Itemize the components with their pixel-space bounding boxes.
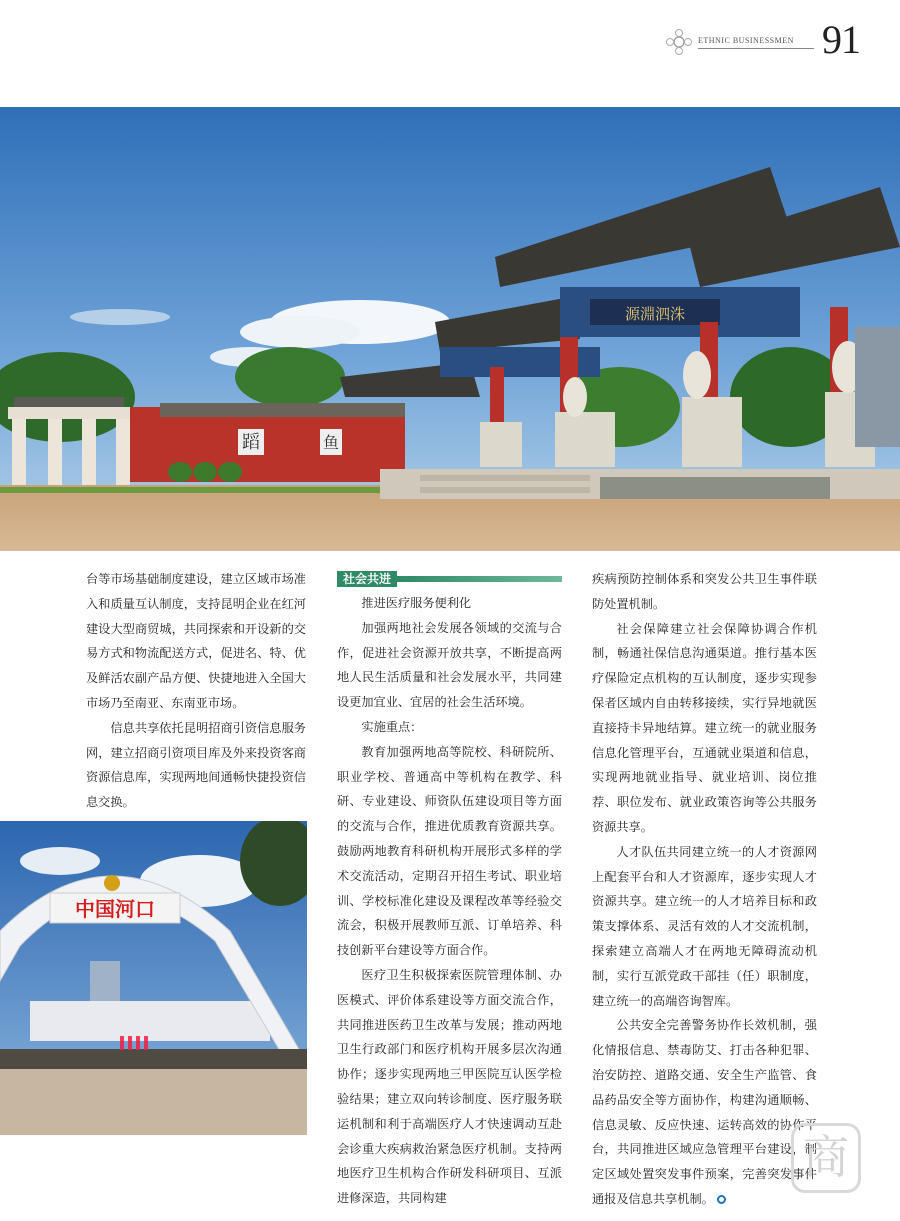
col3-paragraph-4-text: 公共安全完善警务协作长效机制，强化情报信息、禁毒防艾、打击各种犯罪、治安防控、道路交通、安全生产监管、食品药品安全等方面协作，构建沟通顺畅、信息灵敏、反应快速、运转高效的协作平台，共同推进区域应急管理平台建设，制定区域处置突发事件预案，完善突发事件通报及信息共享机制。: [592, 1018, 817, 1206]
article-column-1: [86, 567, 306, 815]
col3-paragraph-4: [592, 1013, 817, 1211]
col2-paragraph-1: 加强两地社会发展各领域的交流与合作，促进社会资源开放共享，不断提高两地人民生活质量和社会发展水平，共同建设更加宜业、宜居的社会生活环境。: [337, 620, 562, 710]
wall-char-right: 鱼: [322, 433, 340, 452]
watermark-logo: 商: [791, 1123, 861, 1193]
page-number: 91: [822, 17, 860, 62]
col3-paragraph-1: 疾病预防控制体系和突发公共卫生事件联防处置机制。: [592, 572, 817, 611]
end-mark-icon: [717, 1195, 726, 1204]
article-column-3: [592, 567, 817, 1212]
section-bar: [397, 576, 562, 582]
magazine-brand: ETHNIC BUSINESSMEN: [698, 36, 794, 45]
col3-paragraph-3: 人才队伍共同建立统一的人才资源网上配套平台和人才资源库，逐步实现人才资源共享。建立统一的人才培养目标和政策支撑体系、灵活有效的人才交流机制，探索建立高端人才在两地无障碍流动机制，实行互派党政干部挂（任）职制度，建立统一的高端咨询智库。: [592, 844, 817, 1008]
temple-gate-photo: [0, 107, 900, 551]
col2-subhead: 推进医疗服务便利化: [361, 596, 472, 610]
wall-char-left: 蹈: [242, 432, 260, 453]
article-column-2: [337, 567, 562, 1211]
magazine-logo-icon: [664, 28, 694, 56]
gate-plaque: 源淵泗洙: [624, 305, 686, 323]
header-rule: [698, 48, 814, 49]
col2-paragraph-2: 实施重点：: [361, 719, 423, 734]
col2-paragraph-3: 教育加强两地高等院校、科研院所、职业学校、普通高中等机构在教学、科研、专业建设、师资队伍建设项目等方面的交流与合作，推进优质教育资源共享。鼓励两地教育科研机构开展形式多样的学术交流活动，定期召开招生考试、职业培训、学校标准化建设及课程改革等经验交流会，积极开展教师互派、订单培养、科技创新平台建设等方面合作。: [337, 744, 562, 958]
hekou-gate-photo: [0, 821, 307, 1135]
col1-paragraph-1: 台等市场基础制度建设，建立区域市场准入和质量互认制度，支持昆明企业在红河建设大型商贸城，共同探索和开设新的交易方式和物流配送方式，促进名、特、优及鲜活农副产品方便、快捷地进入全国大市场乃至南亚、东南亚市场。: [86, 572, 306, 710]
section-title: 社会共进: [337, 571, 397, 587]
hekou-sign-text: 中国河口: [75, 897, 155, 921]
col3-paragraph-2: 社会保障建立社会保障协调合作机制，畅通社保信息沟通渠道。推行基本医疗保险定点机构的互认制度，逐步实现参保者区域内自由转移接续，实行异地就医直接持卡异地结算。建立统一的就业服务信息化管理平台，互通就业渠道和信息，实现两地就业指导、就业培训、岗位推荐、职位发布、就业政策咨询等公共服务资源共享。: [592, 621, 817, 834]
section-heading: [337, 567, 562, 591]
col1-paragraph-2: 信息共享依托昆明招商引资信息服务网，建立招商引资项目库及外来投资客商资源信息库，实现两地间通畅快捷投资信息交换。: [86, 720, 306, 810]
col2-paragraph-4: 医疗卫生积极探索医院管理体制、办医模式、评价体系建设等方面交流合作，共同推进医药卫生改革与发展；推动两地卫生行政部门和医疗机构开展多层次沟通协作；逐步实现两地三甲医院互认医学检验结果；建立双向转诊制度、医疗服务联运机制和利于高端医疗人才快速调动互赴会诊重大疾病救治紧急医疗机制。支持两地医疗卫生机构合作研发科研项目、互派进修深造，共同构建: [337, 967, 562, 1206]
